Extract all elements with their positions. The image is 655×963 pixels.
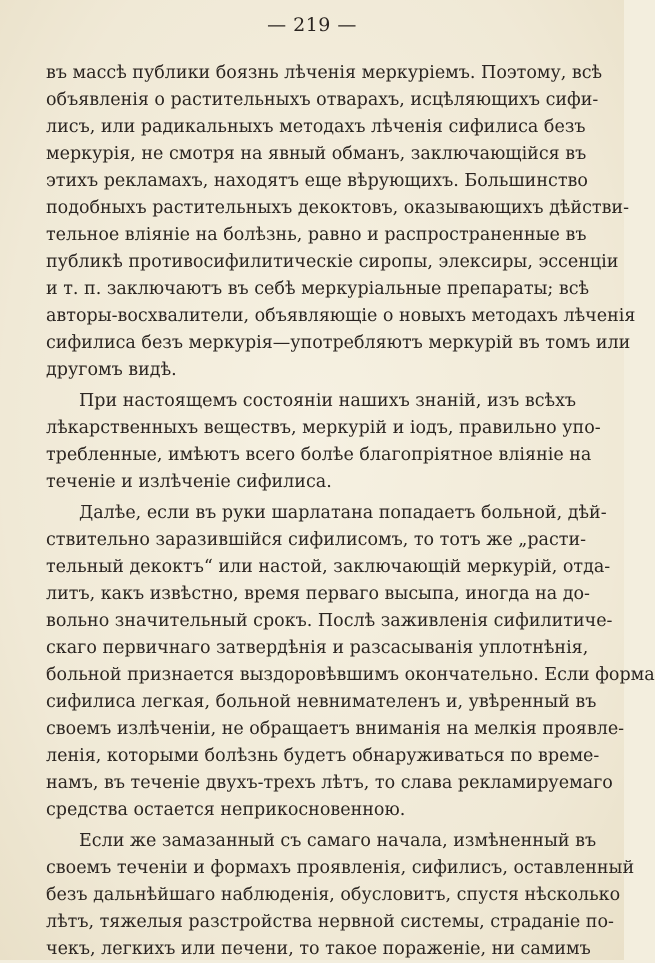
text-line: этихъ рекламахъ, находятъ еще вѣрующихъ. Большинство — [46, 171, 588, 191]
text-line: При настоящемъ состояніи нашихъ знаній, изъ всѣхъ — [79, 391, 577, 411]
text-line: авторы-восхвалители, объявляющіе о новыхъ методахъ лѣченія — [46, 306, 636, 326]
text-line: больной признается выздоровѣвшимъ окончательно. Если форма — [46, 665, 655, 685]
paragraph-2 — [46, 388, 601, 496]
text-line: намъ, въ теченіе двухъ-трехъ лѣтъ, то слава рекламируемаго — [46, 773, 613, 793]
text-line: сифилиса легкая, больной невнимателенъ и, увѣренный въ — [46, 692, 597, 712]
text-line: безъ дальнѣйшаго наблюденія, обусловитъ, спустя нѣсколько — [46, 885, 621, 905]
text-line: лисъ, или радикальныхъ методахъ лѣченія сифилиса безъ — [46, 117, 586, 137]
text-line: литъ, какъ извѣстно, время перваго высыпа, иногда на до- — [46, 584, 590, 604]
text-line: чекъ, легкихъ или печени, то такое пораженіе, ни самимъ — [46, 939, 591, 959]
text-line: другомъ видѣ. — [46, 360, 177, 380]
text-line: лѣтъ, тяжелыя разстройства нервной системы, страданіе по- — [46, 912, 614, 932]
paragraph-1 — [46, 60, 636, 384]
text-line: Далѣе, если въ руки шарлатана попадаетъ больной, дѣй- — [79, 503, 607, 523]
text-line: ленія, которыми болѣзнь будетъ обнаруживаться по време- — [46, 746, 600, 766]
text-line: объявленія о растительныхъ отварахъ, исцѣляющихъ сифи- — [46, 90, 599, 110]
text-line: своемъ излѣченіи, не обращаетъ вниманія на мелкія проявле- — [46, 719, 625, 739]
paragraph-4 — [46, 828, 635, 963]
text-line: тельное вліяніе на болѣзнь, равно и распространенные въ — [46, 225, 587, 245]
text-line: публикѣ противосифилитическіе сиропы, элексиры, эссенціи — [46, 252, 619, 272]
text-line: средства остается неприкосновенною. — [46, 800, 406, 820]
text-line: теченіе и излѣченіе сифилиса. — [46, 472, 332, 492]
text-line: лѣкарственныхъ веществъ, меркурій и іодъ, правильно упо- — [46, 418, 601, 438]
text-line: подобныхъ растительныхъ декоктовъ, оказывающихъ дѣйстви- — [46, 198, 630, 218]
text-line: тельный декоктъ“ или настой, заключающій меркурій, отда- — [46, 557, 611, 577]
text-line: вольно значительный срокъ. Послѣ заживленія сифилитиче- — [46, 611, 613, 631]
text-line: ствительно заразившійся сифилисомъ, то тотъ же „расти- — [46, 530, 587, 550]
text-line: и т. п. заключаютъ въ себѣ меркуріальные препараты; всѣ — [46, 279, 590, 299]
text-line: требленные, имѣютъ всего болѣе благопріятное вліяніе на — [46, 445, 592, 465]
body-text — [46, 60, 655, 963]
text-line: въ массѣ публики боязнь лѣченія меркуріемъ. Поэтому, всѣ — [46, 63, 603, 83]
text-line: своемъ теченіи и формахъ проявленія, сифилисъ, оставленный — [46, 858, 635, 878]
text-line: Если же замазанный съ самаго начала, измѣненный въ — [79, 831, 597, 851]
page-number: — 219 — — [267, 14, 357, 36]
text-line: скаго первичнаго затвердѣнія и разсасыванія уплотнѣнія, — [46, 638, 589, 658]
text-line: меркурія, не смотря на явный обманъ, заключающійся въ — [46, 144, 587, 164]
text-line: сифилиса безъ меркурія—употребляютъ меркурій въ томъ или — [46, 333, 631, 353]
paragraph-3 — [46, 500, 655, 824]
